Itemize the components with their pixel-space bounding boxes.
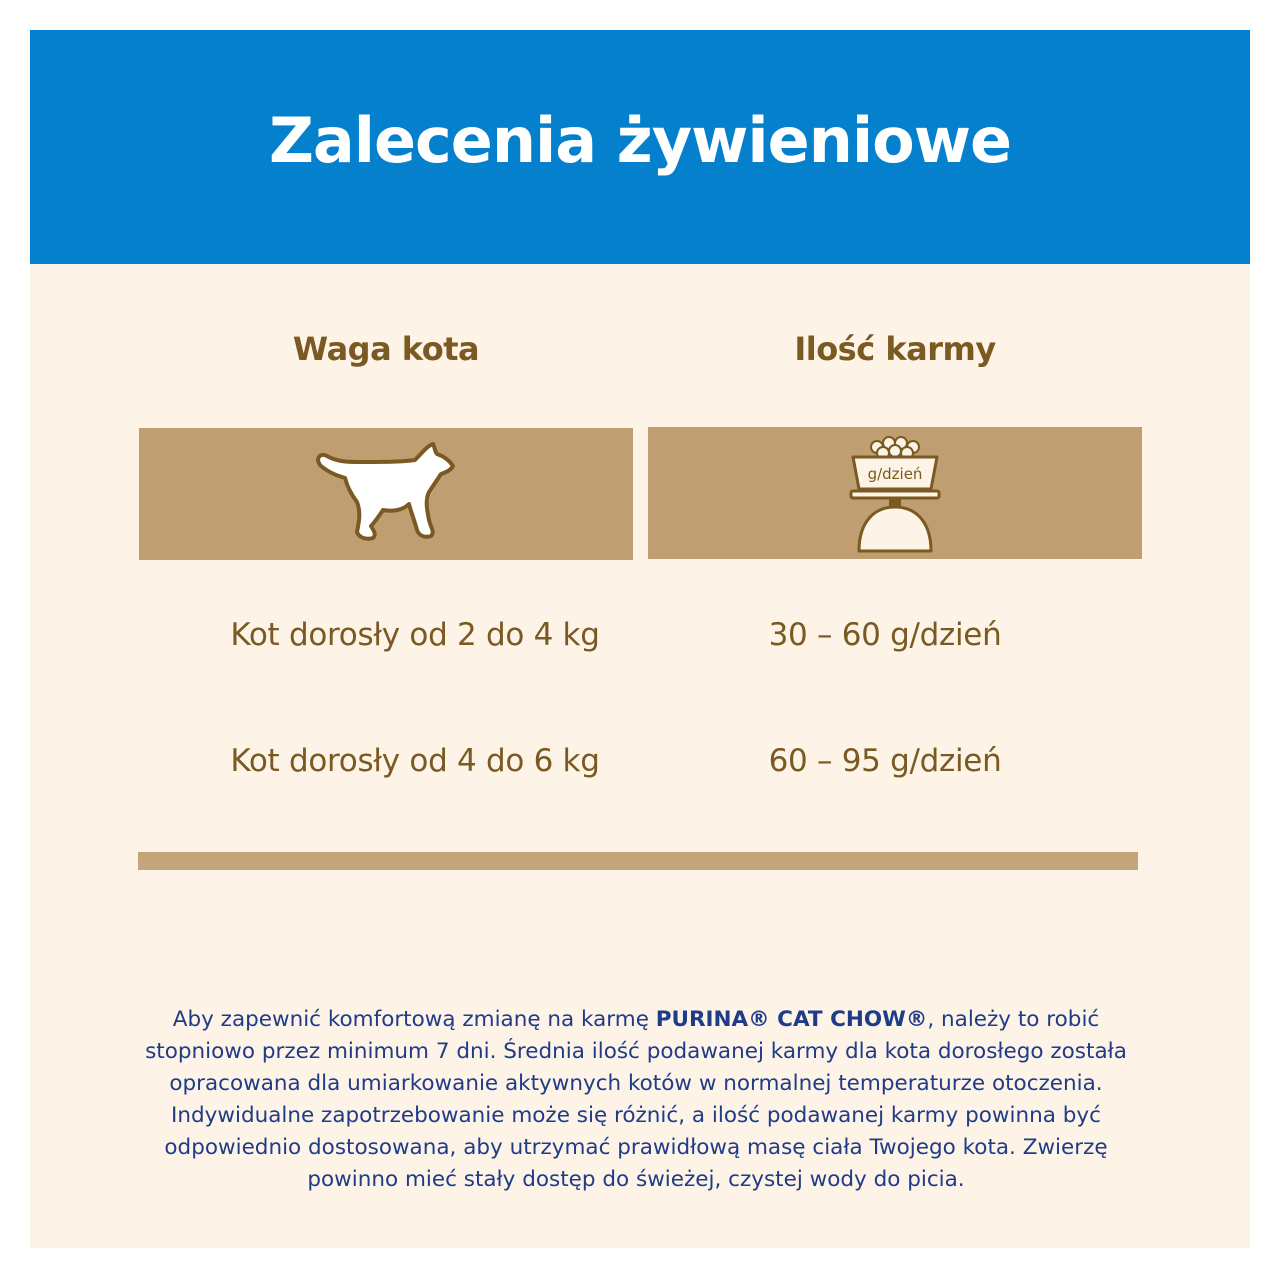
food-scale-icon <box>845 431 945 555</box>
brand-name: PURINA® CAT CHOW® <box>655 1006 928 1032</box>
amount-row-2: 60 – 95 g/dzień <box>768 743 1002 779</box>
weight-icon-bar <box>139 428 633 560</box>
page-title: Zalecenia żywieniowe <box>268 103 1012 177</box>
cat-icon <box>311 438 461 550</box>
table-divider <box>138 852 1138 870</box>
amount-column-header: Ilość karmy <box>794 330 996 368</box>
header-banner <box>30 30 1250 264</box>
amount-icon-bar <box>648 427 1142 559</box>
feeding-note <box>130 1004 1142 1196</box>
weight-row-2: Kot dorosły od 4 do 6 kg <box>230 743 600 779</box>
weight-row-1: Kot dorosły od 2 do 4 kg <box>230 617 600 653</box>
amount-row-1: 30 – 60 g/dzień <box>768 617 1002 653</box>
note-text-start: Aby zapewnić komfortową zmianę na karmę <box>172 1006 656 1032</box>
feeding-panel <box>30 30 1250 1248</box>
weight-column-header: Waga kota <box>292 330 480 368</box>
scale-label: g/dzień <box>867 465 923 483</box>
note-text-end: , należy to robić stopniowo przez minimum 7 dni. Średnia ilość podawanej karmy dla kota dorosłego została opracowana dla umiarkowanie aktywnych kotów w normalnej temperaturze otoczenia. Indywidualne zapotrzebowanie może się różnić, a ilość podawanej karmy powinna być odpowiednio dostosowana, aby utrzymać prawidłową masę ciała Twojego kota. Zwierzę powinno mieć stały dostęp do świeżej, czystej wody do picia. <box>145 1006 1127 1192</box>
